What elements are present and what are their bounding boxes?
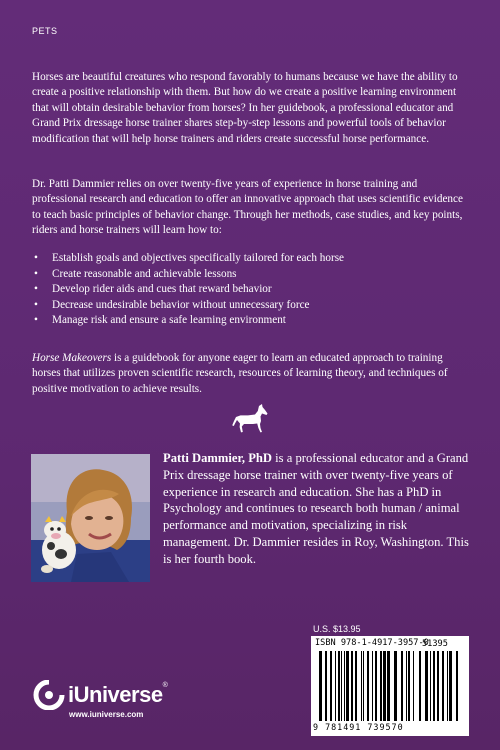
iuniverse-logo-icon bbox=[32, 680, 66, 710]
price-addon-code: 51395 bbox=[422, 639, 448, 649]
ean-digits: 9 781491 739570 bbox=[313, 722, 404, 732]
description-paragraph-1: Horses are beautiful creatures who respond favorably to humans because we have the ability to create a positive relationship with them. But how do we create a positive learning environment that will obtain desirable behavior from horses? In her guidebook, a professional educator and Grand Prix dressage horse trainer shares step-by-step lessons and powerful tools of behavior modification that will help horse trainers and riders create successful horse performance. bbox=[32, 71, 458, 145]
barcode-bar bbox=[394, 651, 397, 721]
author-bio bbox=[163, 450, 477, 568]
barcode-bar bbox=[344, 651, 345, 721]
barcode-bar bbox=[330, 651, 332, 721]
publisher-logo bbox=[32, 680, 232, 730]
list-item: • Manage risk and ensure a safe learning environment bbox=[32, 313, 472, 329]
barcode-bar bbox=[319, 651, 322, 721]
publisher-url: www.iuniverse.com bbox=[69, 710, 144, 719]
isbn-label: ISBN 978-1-4917-3957-0 bbox=[315, 638, 429, 648]
paragraph-3-text: is a guidebook for anyone eager to learn an educated approach to training horses that utilizes proven scientific research, resources of learning theory, and techniques of positive motivation to achieve results. bbox=[32, 352, 448, 395]
list-item: • Create reasonable and achievable lessons bbox=[32, 267, 472, 283]
barcode-bar bbox=[437, 651, 439, 721]
author-name: Patti Dammier, PhD bbox=[163, 451, 273, 465]
barcode-bar bbox=[351, 651, 353, 721]
barcode-bar bbox=[425, 651, 428, 721]
author-bio-text: is a professional educator and a Grand Prix dressage horse trainer with over twenty-five years of experience in research and education. She has a PhD in Psychology and continues to research both human / animal performance and motivation, specializing in risk management. Dr. Dammier resides in Roy, Washington. This is her fourth book. bbox=[163, 451, 469, 566]
ean-barcode bbox=[319, 651, 415, 721]
barcode-bar bbox=[442, 651, 444, 721]
barcode-bar bbox=[419, 651, 421, 721]
list-item: • Develop rider aids and cues that reward behavior bbox=[32, 282, 472, 298]
barcode-bar bbox=[449, 651, 452, 721]
publisher-name-text: iUniverse bbox=[68, 682, 163, 707]
barcode-panel bbox=[311, 636, 469, 736]
barcode-bar bbox=[433, 651, 435, 721]
publisher-name bbox=[68, 682, 167, 708]
horse-icon bbox=[231, 404, 269, 434]
barcode-bar bbox=[387, 651, 390, 721]
list-item: • Decrease undesirable behavior without unnecessary force bbox=[32, 298, 472, 314]
description-paragraph-3 bbox=[32, 351, 472, 397]
barcode-bar bbox=[363, 651, 364, 721]
barcode-bar bbox=[401, 651, 403, 721]
learning-points-list bbox=[32, 251, 472, 329]
book-title-italic: Horse Makeovers bbox=[32, 352, 112, 364]
barcode-bar bbox=[383, 651, 386, 721]
barcode-bar bbox=[372, 651, 373, 721]
barcode-bar bbox=[430, 651, 431, 721]
barcode-bar bbox=[447, 651, 448, 721]
barcode-bar bbox=[325, 651, 327, 721]
registered-mark: ® bbox=[162, 682, 168, 689]
barcode-bar bbox=[380, 651, 382, 721]
addon-barcode bbox=[419, 651, 463, 721]
category-label: PETS bbox=[32, 26, 58, 36]
barcode-bar bbox=[338, 651, 340, 721]
author-photo bbox=[31, 454, 150, 582]
barcode-bar bbox=[375, 651, 377, 721]
barcode-bar bbox=[355, 651, 357, 721]
barcode-bar bbox=[413, 651, 414, 721]
barcode-bar bbox=[335, 651, 336, 721]
barcode-bar bbox=[456, 651, 458, 721]
barcode-bar bbox=[341, 651, 342, 721]
barcode-bar bbox=[346, 651, 349, 721]
barcode-bar bbox=[367, 651, 369, 721]
barcode-bar bbox=[408, 651, 410, 721]
price-label: U.S. $13.95 bbox=[313, 624, 361, 634]
description-paragraph-2: Dr. Patti Dammier relies on over twenty-five years of experience in horse training and professional research and education to offer an innovative approach that uses scientific evidence to teach basic principles of behavior change. Through her methods, case studies, and key points, riders and horse trainers will learn how to: bbox=[32, 178, 463, 237]
barcode-bar bbox=[361, 651, 362, 721]
barcode-bar bbox=[406, 651, 407, 721]
list-item: • Establish goals and objectives specifically tailored for each horse bbox=[32, 251, 472, 267]
